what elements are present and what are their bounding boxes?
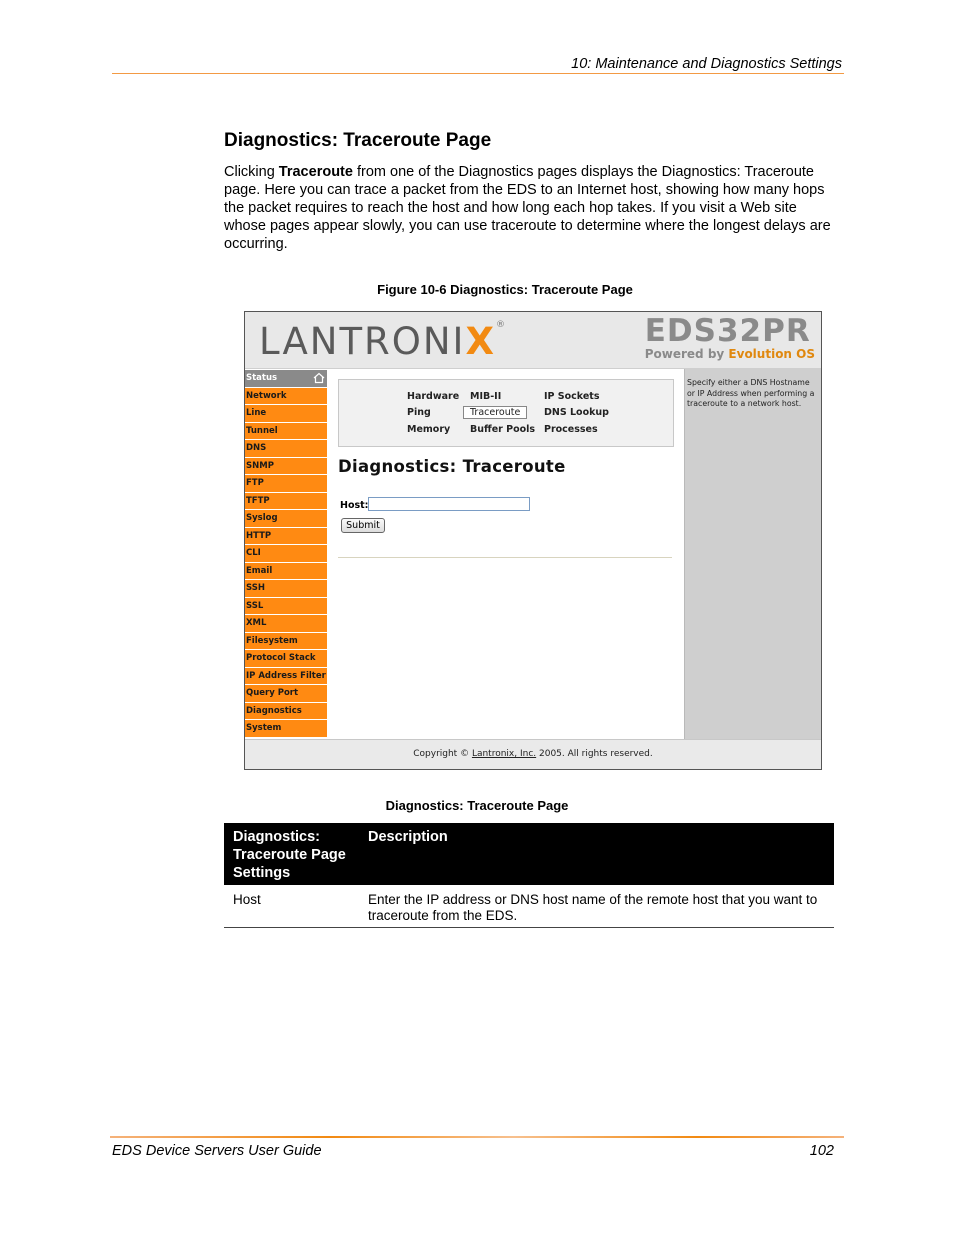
main-content [328, 369, 684, 739]
nav-item-line[interactable]: Line [245, 405, 327, 422]
web-footer [245, 739, 821, 770]
header-rule [112, 73, 844, 74]
nav-item-dns[interactable]: DNS [245, 440, 327, 457]
nav-item-snmp[interactable]: SNMP [245, 458, 327, 475]
logo-x: X [465, 320, 497, 363]
product-badge [645, 315, 815, 361]
powered-by-text: Powered by [644, 347, 729, 361]
footer-rule [110, 1136, 844, 1138]
nav-item-protocol-stack[interactable]: Protocol Stack [245, 650, 327, 667]
table-caption: Diagnostics: Traceroute Page [385, 798, 569, 813]
help-text: Specify either a DNS Hostname or IP Address when performing a traceroute to a network host. [687, 378, 815, 408]
link-mib-ii[interactable]: MIB-II [470, 391, 502, 402]
sidebar-nav [245, 370, 327, 738]
product-model: EDS32PR [644, 313, 811, 349]
copyright-pre: Copyright © [413, 749, 472, 759]
nav-item-syslog[interactable]: Syslog [245, 510, 327, 527]
link-ping[interactable]: Ping [407, 407, 431, 418]
nav-item-query-port[interactable]: Query Port [245, 685, 327, 702]
diagnostics-menu [338, 379, 674, 447]
link-buffer-pools[interactable]: Buffer Pools [470, 424, 536, 435]
cell-description: Enter the IP address or DNS host name of the remote host that you want to traceroute from the EDS. [368, 892, 818, 923]
nav-item-status[interactable] [245, 370, 327, 387]
nav-item-ssl[interactable]: SSL [245, 598, 327, 615]
header-settings: Diagnostics: Traceroute Page Settings [233, 829, 346, 881]
link-dns-lookup[interactable]: DNS Lookup [544, 407, 609, 418]
nav-item-http[interactable]: HTTP [245, 528, 327, 545]
para-text-post: from one of the Diagnostics pages displays the Diagnostics: Traceroute page. Here you can trace a packet from the EDS to an Internet host, showing how many hops the packet requires to reach the host and how long each hop takes. If you visit a Web site whose pages appear slowly, you can use traceroute to determine where the longest delays are occurring. [224, 164, 831, 252]
banner [245, 312, 821, 369]
web-ui-screenshot [244, 311, 822, 770]
page-title: Diagnostics: Traceroute [338, 457, 566, 476]
para-bold-traceroute: Traceroute [278, 164, 353, 180]
lantronix-link[interactable]: Lantronix, Inc. [471, 749, 537, 759]
copyright [245, 749, 821, 759]
logo-registered: ® [496, 320, 506, 330]
powered-by [645, 347, 815, 361]
copyright-post: 2005. All rights reserved. [536, 749, 653, 759]
lantronix-logo [259, 320, 505, 363]
nav-item-xml[interactable]: XML [245, 615, 327, 632]
nav-item-cli[interactable]: CLI [245, 545, 327, 562]
submit-button[interactable]: Submit [341, 518, 385, 533]
nav-label: Status [246, 373, 278, 383]
nav-item-diagnostics[interactable]: Diagnostics [245, 703, 327, 720]
nav-item-filesystem[interactable]: Filesystem [245, 633, 327, 650]
cell-setting: Host [233, 892, 261, 907]
footer-guide-title: EDS Device Servers User Guide [112, 1143, 322, 1159]
settings-table [224, 823, 834, 928]
table-row [224, 885, 834, 928]
nav-item-tunnel[interactable]: Tunnel [245, 423, 327, 440]
content-divider [338, 557, 672, 558]
nav-item-ftp[interactable]: FTP [245, 475, 327, 492]
header-description: Description [368, 829, 448, 845]
nav-item-system[interactable]: System [245, 720, 327, 737]
link-ip-sockets[interactable]: IP Sockets [544, 391, 600, 402]
table-header [224, 823, 834, 885]
host-input[interactable] [368, 497, 530, 511]
home-icon[interactable] [313, 372, 325, 384]
nav-item-email[interactable]: Email [245, 563, 327, 580]
link-memory[interactable]: Memory [407, 424, 451, 435]
link-traceroute[interactable]: Traceroute [463, 406, 527, 419]
chapter-header: 10: Maintenance and Diagnostics Settings [571, 56, 842, 72]
nav-item-ip-address-filter[interactable]: IP Address Filter [245, 668, 327, 685]
intro-paragraph [224, 163, 839, 253]
logo-text: LANTRONI [259, 320, 466, 363]
section-title: Diagnostics: Traceroute Page [224, 130, 492, 151]
os-name: Evolution OS [728, 347, 815, 361]
nav-item-ssh[interactable]: SSH [245, 580, 327, 597]
nav-item-network[interactable]: Network [245, 388, 327, 405]
nav-item-tftp[interactable]: TFTP [245, 493, 327, 510]
host-label: Host: [340, 500, 369, 511]
figure-caption: Figure 10-6 Diagnostics: Traceroute Page [377, 282, 633, 297]
link-processes[interactable]: Processes [544, 424, 598, 435]
para-text-pre: Clicking [224, 164, 279, 180]
help-panel [684, 369, 822, 739]
footer-page-number: 102 [809, 1143, 834, 1159]
link-hardware[interactable]: Hardware [407, 391, 460, 402]
